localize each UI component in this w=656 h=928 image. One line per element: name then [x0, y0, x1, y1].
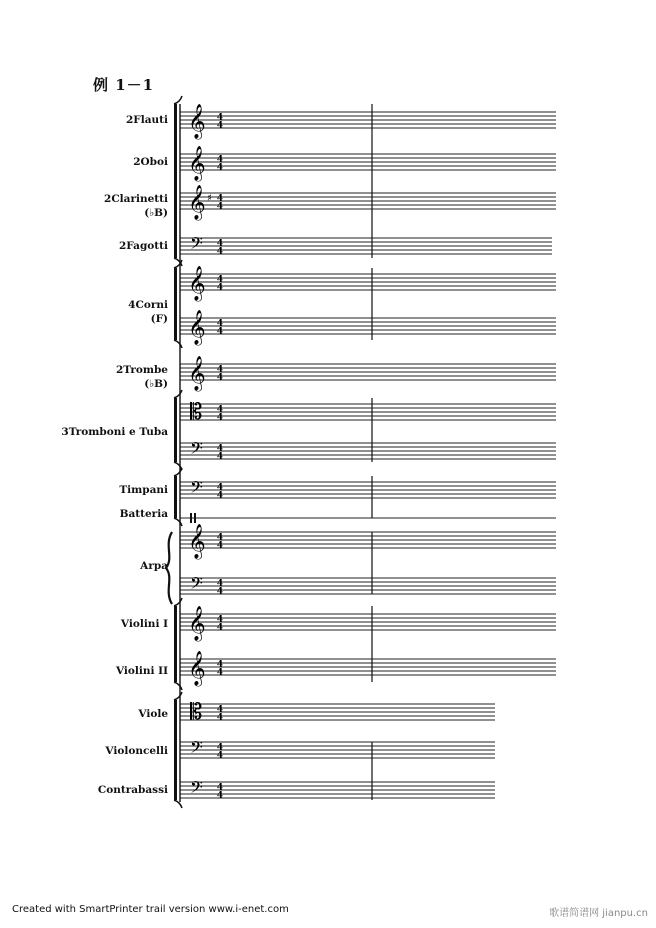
time-signature-denominator: 4 — [216, 373, 224, 383]
label-violini2: Violini II — [115, 665, 168, 677]
key-signature-sharp: ♯ — [207, 193, 212, 204]
time-signature-denominator: 4 — [216, 121, 224, 131]
bracket — [174, 268, 177, 340]
bracket-hook — [174, 598, 182, 606]
footer-watermark-left: Created with SmartPrinter trail version www.i-enet.com — [12, 904, 289, 915]
label-tromboni: 3Tromboni e Tuba — [61, 426, 168, 438]
treble-clef-icon: 𝄞 — [188, 104, 206, 139]
label-clarinetti-key: (♭B) — [144, 207, 168, 219]
bass-clef-icon: 𝄢 — [190, 477, 203, 501]
time-signature-numerator: 4 — [216, 533, 224, 543]
treble-clef-icon: 𝄞 — [188, 146, 206, 181]
alto-clef-icon: 𝄡 — [190, 700, 203, 725]
label-violoncelli: Violoncelli — [105, 745, 168, 757]
bracket-hook — [174, 390, 182, 398]
bracket-hook — [174, 96, 182, 104]
time-signature-numerator: 4 — [216, 155, 224, 165]
label-timpani: Timpani — [119, 484, 168, 496]
time-signature-denominator: 4 — [216, 791, 224, 801]
time-signature-numerator: 4 — [216, 239, 224, 249]
bracket — [174, 606, 177, 682]
bass-clef-icon: 𝄢 — [190, 573, 203, 597]
time-signature-numerator: 4 — [216, 783, 224, 793]
time-signature-numerator: 4 — [216, 444, 224, 454]
label-trombe-key: (♭B) — [144, 378, 168, 390]
label-fagotti: 2Fagotti — [118, 240, 168, 252]
time-signature-denominator: 4 — [216, 713, 224, 723]
time-signature-numerator: 4 — [216, 660, 224, 670]
label-corni: 4Corni — [128, 299, 168, 311]
time-signature-numerator: 4 — [216, 319, 224, 329]
treble-clef-icon: 𝄞 — [188, 606, 206, 641]
label-clarinetti: 2Clarinetti — [104, 193, 168, 205]
bass-clef-icon: 𝄢 — [190, 737, 203, 761]
time-signature-denominator: 4 — [216, 668, 224, 678]
time-signature-denominator: 4 — [216, 452, 224, 462]
treble-clef-icon: 𝄞 — [188, 185, 206, 220]
time-signature-denominator: 4 — [216, 541, 224, 551]
label-trombe: 2Trombe — [115, 364, 168, 376]
treble-clef-icon: 𝄞 — [188, 266, 206, 301]
time-signature-denominator: 4 — [216, 413, 224, 423]
time-signature-numerator: 4 — [216, 275, 224, 285]
bracket-hook — [174, 692, 182, 700]
treble-clef-icon: 𝄞 — [188, 524, 206, 559]
time-signature-denominator: 4 — [216, 163, 224, 173]
treble-clef-icon: 𝄞 — [188, 356, 206, 391]
bracket-hook — [174, 462, 182, 470]
percussion-clef-icon — [194, 513, 196, 523]
bracket-hook — [174, 468, 182, 476]
time-signature-numerator: 4 — [216, 113, 224, 123]
time-signature-numerator: 4 — [216, 365, 224, 375]
label-flauti: 2Flauti — [125, 114, 168, 126]
label-contrabassi: Contrabassi — [97, 784, 168, 796]
bass-clef-icon: 𝄢 — [190, 233, 203, 257]
time-signature-denominator: 4 — [216, 247, 224, 257]
bracket — [174, 398, 177, 462]
bracket-hook — [174, 518, 182, 526]
bracket-hook — [174, 800, 182, 808]
percussion-clef-icon — [190, 513, 192, 523]
bracket — [174, 476, 177, 518]
bracket-hook — [174, 340, 182, 348]
time-signature-denominator: 4 — [216, 623, 224, 633]
footer-watermark-right: 歌谱简谱网 jianpu.cn — [549, 908, 648, 919]
label-arpa: Arpa — [140, 560, 168, 572]
time-signature-numerator: 4 — [216, 483, 224, 493]
time-signature-numerator: 4 — [216, 615, 224, 625]
time-signature-numerator: 4 — [216, 705, 224, 715]
time-signature-numerator: 4 — [216, 579, 224, 589]
bracket-hook — [174, 260, 182, 268]
bracket — [174, 104, 177, 258]
time-signature-numerator: 4 — [216, 194, 224, 204]
label-oboi: 2Oboi — [133, 156, 168, 168]
time-signature-denominator: 4 — [216, 587, 224, 597]
time-signature-numerator: 4 — [216, 743, 224, 753]
example-label: 例 1－1 — [93, 76, 155, 94]
time-signature-denominator: 4 — [216, 202, 224, 212]
time-signature-numerator: 4 — [216, 405, 224, 415]
treble-clef-icon: 𝄞 — [188, 310, 206, 345]
time-signature-denominator: 4 — [216, 327, 224, 337]
label-batteria: Batteria — [119, 508, 168, 520]
label-violini1: Violini I — [120, 618, 168, 630]
bass-clef-icon: 𝄢 — [190, 777, 203, 801]
alto-clef-icon: 𝄡 — [190, 400, 203, 425]
treble-clef-icon: 𝄞 — [188, 651, 206, 686]
bracket-hook — [174, 682, 182, 690]
time-signature-denominator: 4 — [216, 491, 224, 501]
time-signature-denominator: 4 — [216, 283, 224, 293]
label-viole: Viole — [138, 708, 168, 720]
label-corni-key: (F) — [150, 313, 168, 325]
time-signature-denominator: 4 — [216, 751, 224, 761]
bracket — [174, 700, 177, 800]
bass-clef-icon: 𝄢 — [190, 438, 203, 462]
